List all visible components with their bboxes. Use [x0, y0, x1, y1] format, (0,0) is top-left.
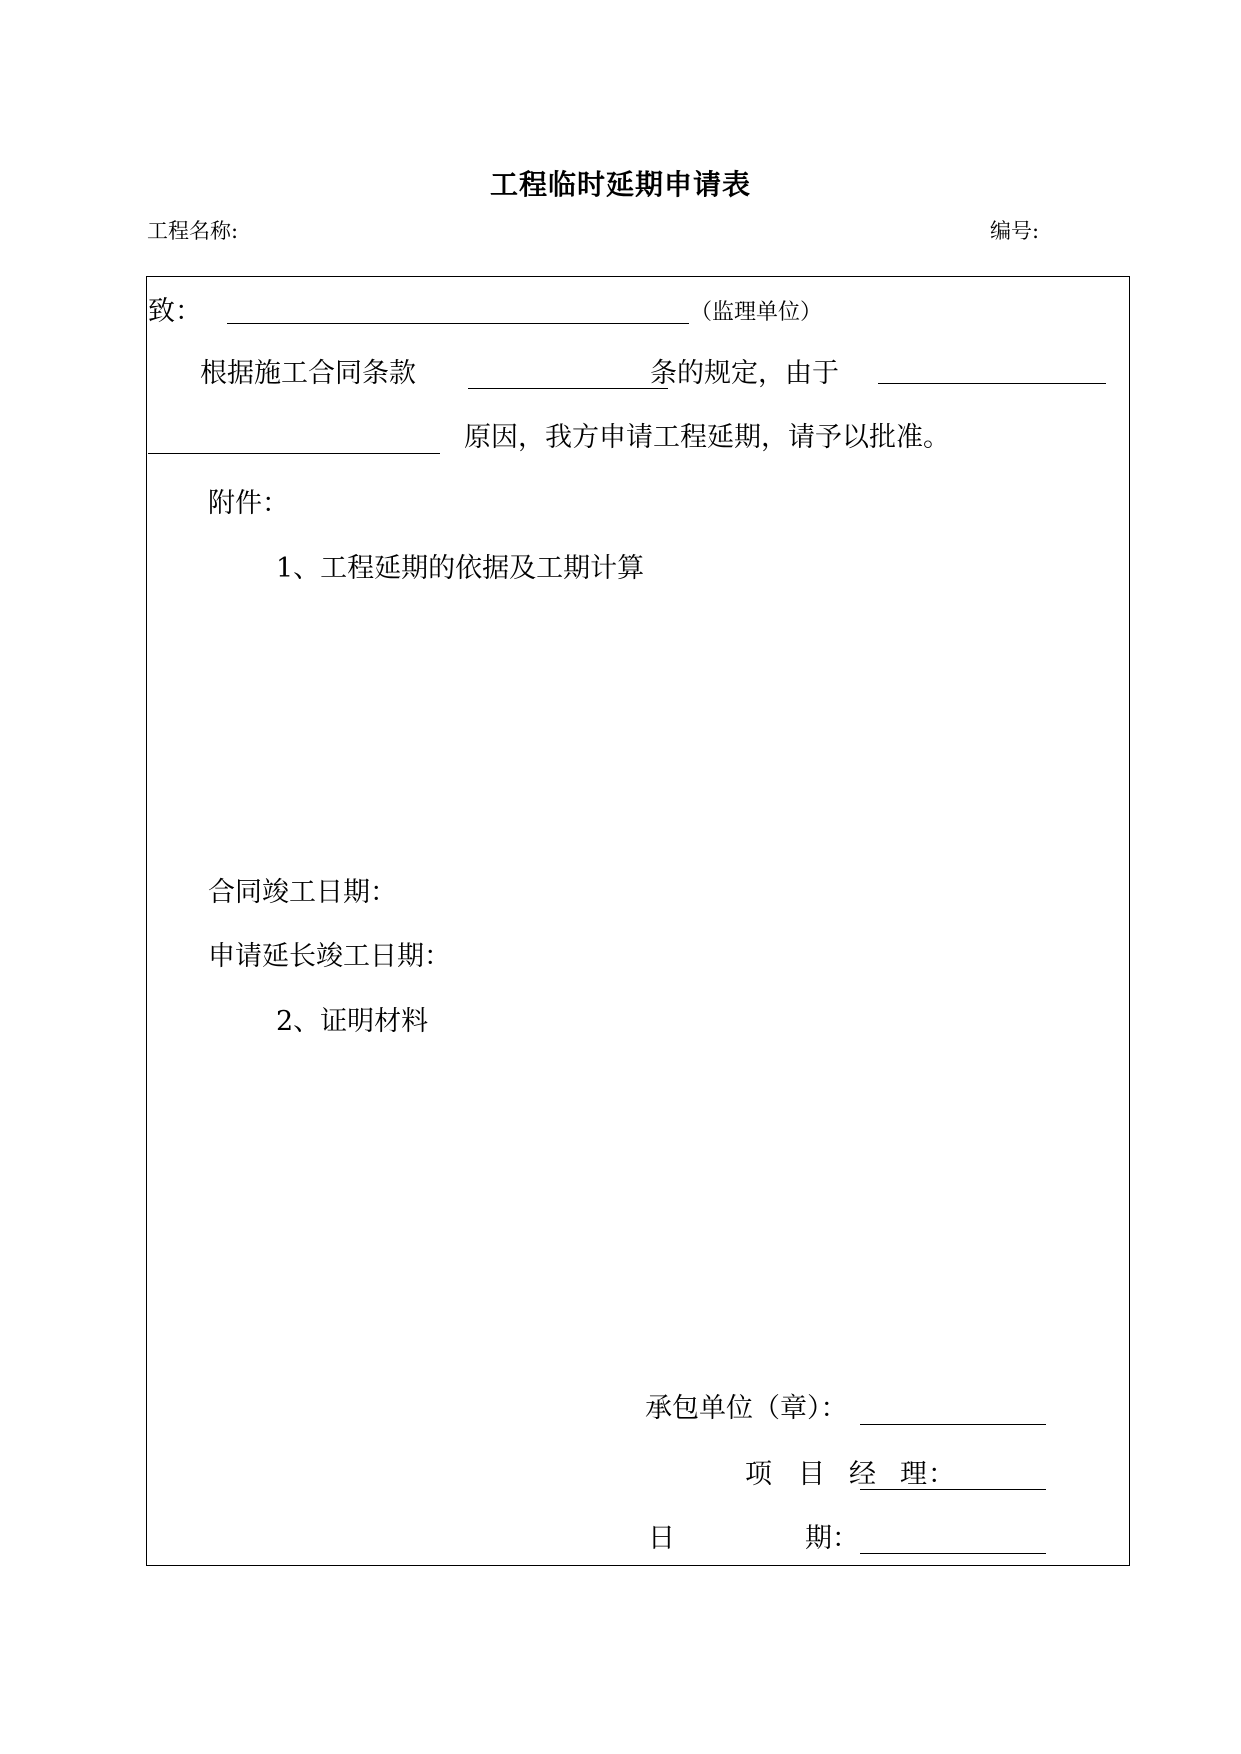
attachment-item-1: 1、工程延期的依据及工期计算: [276, 553, 645, 584]
attachments-label: 附件：: [208, 488, 289, 519]
clause-number-field[interactable]: [468, 388, 668, 389]
contractor-field[interactable]: [860, 1424, 1046, 1425]
reason-text: 原因，我方申请工程延期，请予以批准。: [464, 422, 950, 453]
pm-char-3: 经: [849, 1459, 876, 1490]
clause-prefix: 根据施工合同条款: [200, 358, 416, 389]
to-label: 致：: [148, 296, 202, 327]
pm-char-4: 理: [900, 1459, 927, 1490]
clause-suffix: 条的规定，由于: [650, 358, 839, 389]
extended-completion-label: 申请延长竣工日期：: [208, 941, 451, 972]
attachment-item-2: 2、证明材料: [276, 1006, 429, 1037]
supervisor-unit-field[interactable]: [227, 323, 689, 324]
form-title: 工程临时延期申请表: [489, 168, 751, 201]
date-char-2: 期：: [805, 1523, 859, 1554]
number-label: 编号:: [990, 219, 1040, 243]
pm-char-5: ：: [928, 1459, 955, 1490]
project-manager-field[interactable]: [860, 1489, 1046, 1490]
date-char-1: 日: [648, 1523, 675, 1554]
pm-char-1: 项: [745, 1459, 772, 1490]
contract-completion-label: 合同竣工日期：: [208, 877, 397, 908]
project-name-label: 工程名称:: [147, 219, 239, 243]
reason-field-2[interactable]: [148, 453, 440, 454]
form-frame: [146, 276, 1130, 1566]
contractor-label: 承包单位（章）：: [645, 1393, 848, 1424]
date-field[interactable]: [860, 1553, 1046, 1554]
reason-field-1[interactable]: [878, 383, 1106, 384]
supervisor-unit-label: （监理单位）: [690, 300, 823, 325]
pm-char-2: 目: [798, 1459, 825, 1490]
